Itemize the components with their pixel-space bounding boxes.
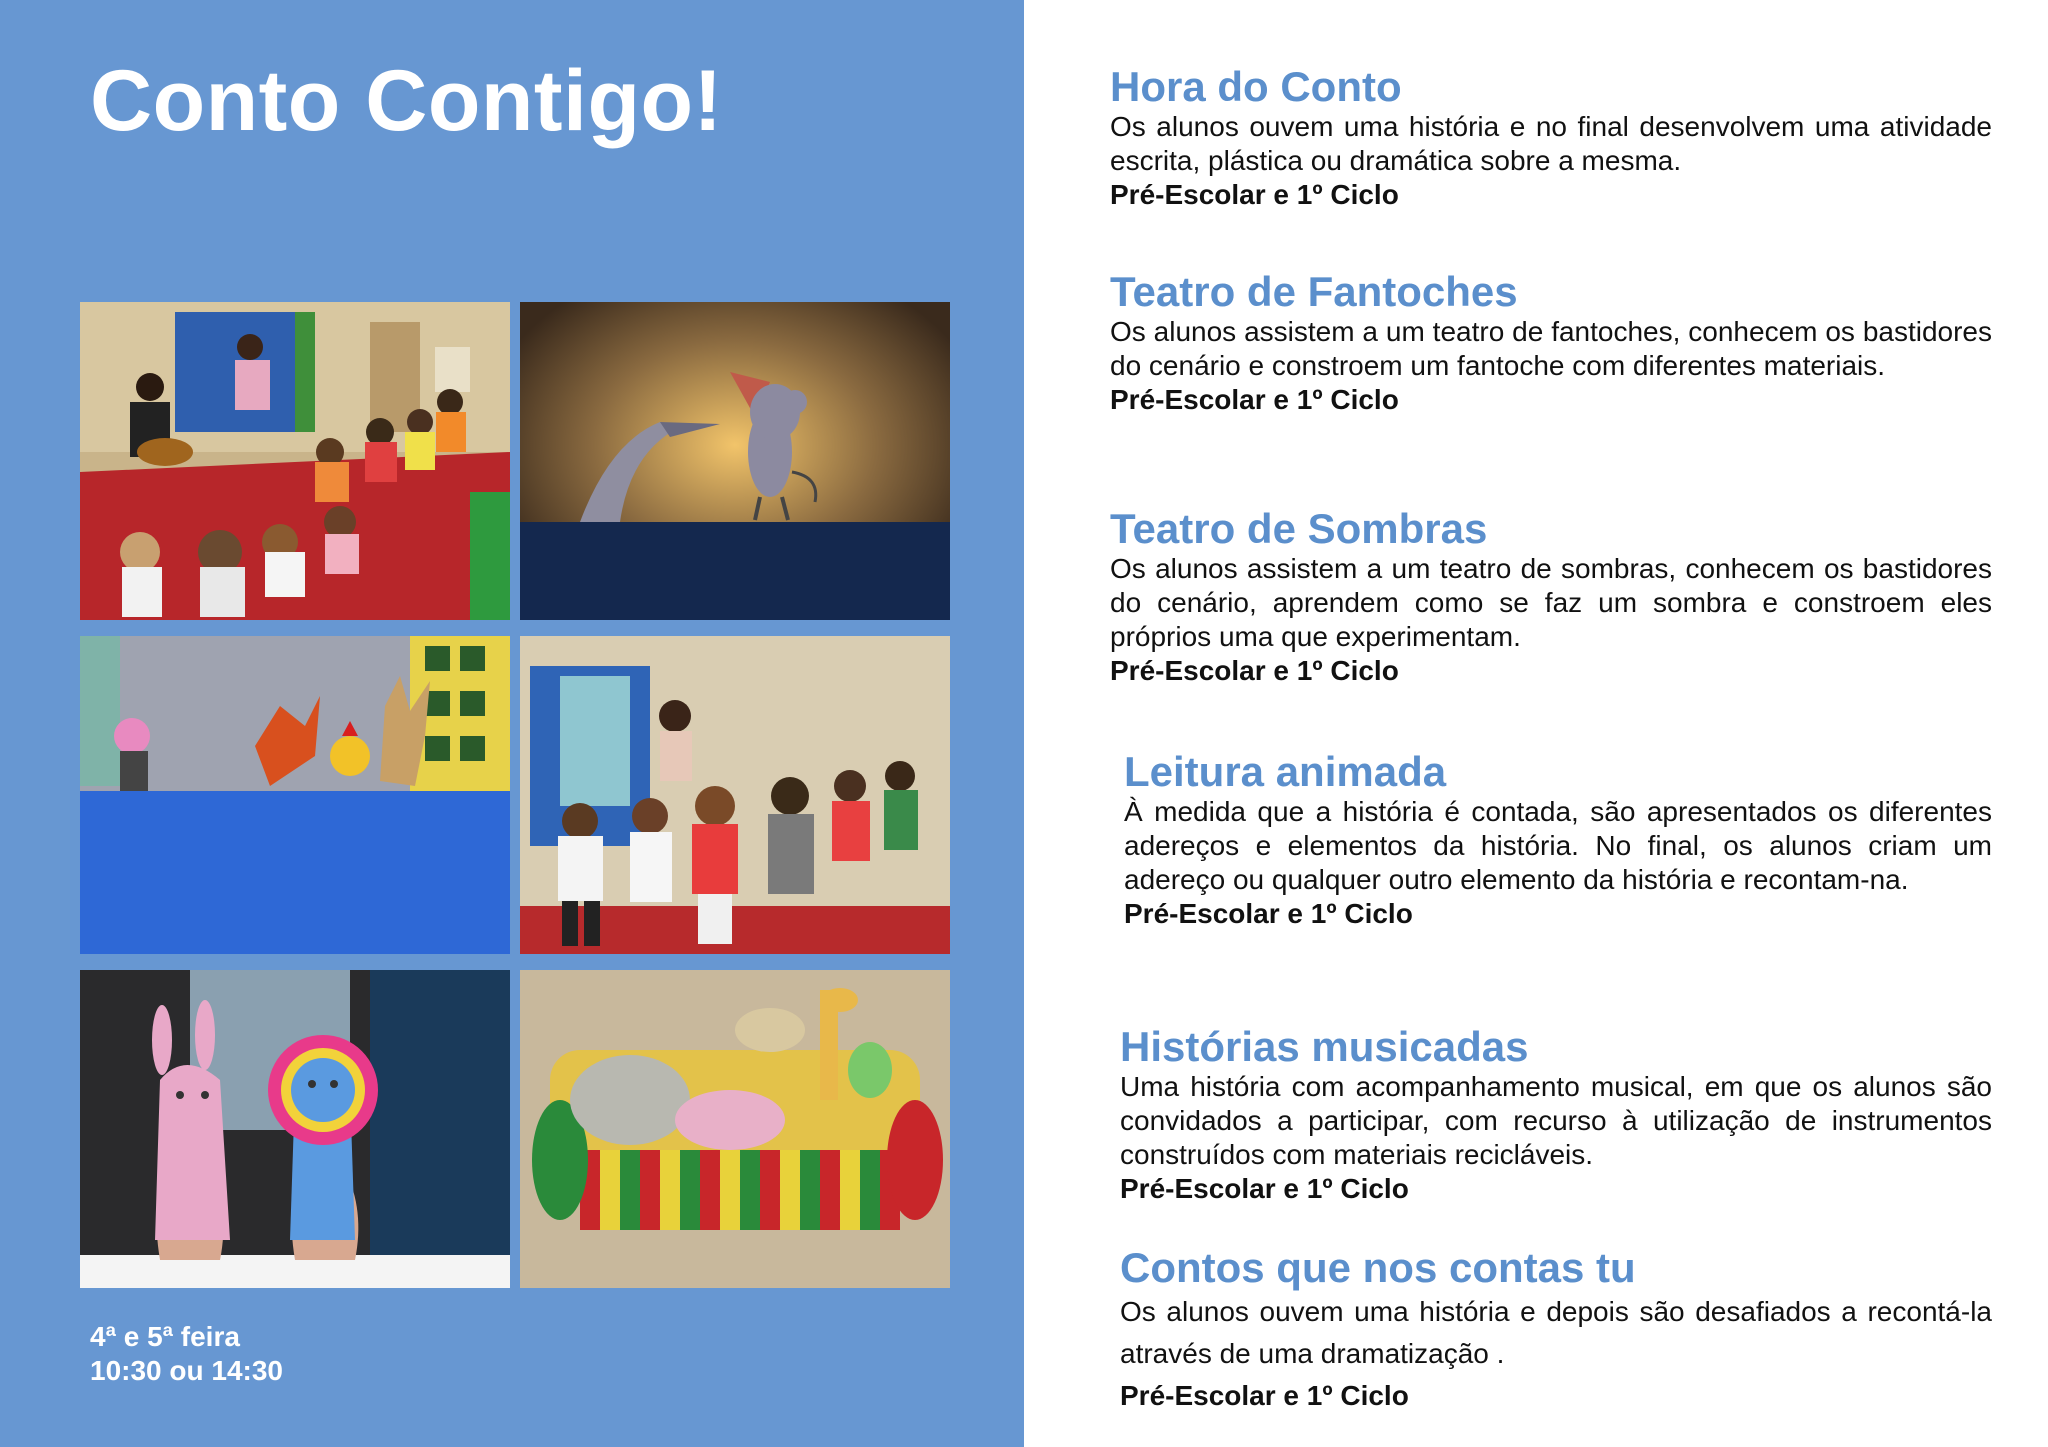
activity-audience: Pré-Escolar e 1º Ciclo (1110, 179, 1399, 210)
activity-teatro-de-fantoches (1110, 269, 1992, 417)
activity-audience: Pré-Escolar e 1º Ciclo (1120, 1380, 1409, 1411)
activity-description: Os alunos ouvem uma história e no final desenvolvem uma atividade escrita, plástica ou dramática sobre a mesma. (1110, 111, 1992, 176)
activity-audience: Pré-Escolar e 1º Ciclo (1110, 655, 1399, 686)
photo-animated-reading (520, 636, 950, 954)
photo-puppet-theatre (80, 636, 510, 954)
schedule-times: 10:30 ou 14:30 (90, 1355, 283, 1386)
photo-animals-sofa-artwork (520, 970, 950, 1288)
schedule (90, 1320, 283, 1388)
activity-description: Os alunos ouvem uma história e depois são desafiados a recontá-la através de uma dramatização . (1120, 1296, 1992, 1369)
activity-title: Hora do Conto (1110, 63, 1402, 110)
activity-audience: Pré-Escolar e 1º Ciclo (1110, 384, 1399, 415)
activity-title: Histórias musicadas (1120, 1023, 1529, 1070)
photo-shadow-theatre (520, 302, 950, 620)
page-title: Conto Contigo! (90, 53, 723, 149)
activity-audience: Pré-Escolar e 1º Ciclo (1124, 898, 1413, 929)
activity-description: Uma história com acompanhamento musical, em que os alunos são convidados a participar, com recurso à utilização de instrumentos construídos com materiais recicláveis. (1120, 1071, 1992, 1170)
activity-historias-musicadas (1120, 1024, 1992, 1206)
activity-description: Os alunos assistem a um teatro de sombras, conhecem os bastidores do cenário, aprendem como se faz um sombra e constroem eles próprios uma que experimentam. (1110, 553, 1992, 652)
activity-description: Os alunos assistem a um teatro de fantoches, conhecem os bastidores do cenário e constroem um fantoche com diferentes materiais. (1110, 316, 1992, 381)
activity-teatro-de-sombras (1110, 506, 1992, 688)
photo-storytelling-session (80, 302, 510, 620)
activity-title: Teatro de Fantoches (1110, 268, 1518, 315)
activity-title: Teatro de Sombras (1110, 505, 1488, 552)
activity-audience: Pré-Escolar e 1º Ciclo (1120, 1173, 1409, 1204)
activity-contos-que-nos-contas-tu (1120, 1245, 1992, 1413)
photo-finger-puppets (80, 970, 510, 1288)
activity-leitura-animada (1124, 749, 1992, 931)
schedule-days: 4ª e 5ª feira (90, 1321, 240, 1352)
activity-title: Leitura animada (1124, 748, 1447, 795)
activity-title: Contos que nos contas tu (1120, 1244, 1636, 1291)
activity-description: À medida que a história é contada, são apresentados os diferentes adereços e elementos da história. No final, os alunos criam um adereço ou qualquer outro elemento da história e recontam-na. (1124, 796, 1992, 895)
activity-hora-do-conto (1110, 64, 1992, 212)
